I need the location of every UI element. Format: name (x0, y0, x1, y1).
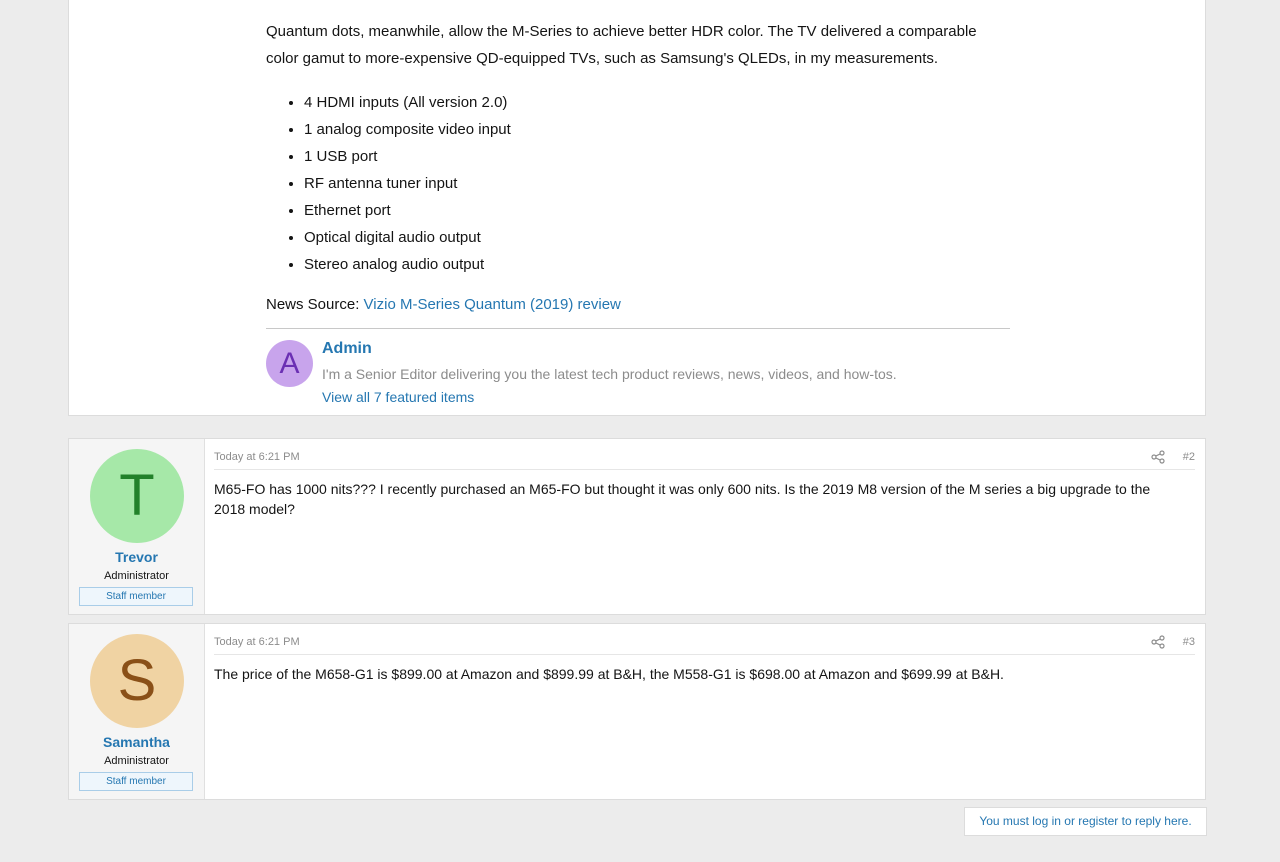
post-text: M65-FO has 1000 nits??? I recently purchased an M65-FO but thought it was only 600 nits. Is the 2019 M8 version of the M series a big upgrade to the 2018 model? (214, 481, 1151, 517)
post-meta (214, 449, 1195, 470)
post-body (214, 624, 1195, 799)
post-text: The price of the M658-G1 is $899.00 at Amazon and $899.99 at B&H, the M558-G1 is $698.00 at Amazon and $699.99 at B&H. (214, 666, 1004, 682)
forum-post (68, 623, 1206, 800)
user-title: Administrator (104, 755, 169, 767)
staff-badge: Staff member (79, 772, 193, 791)
share-icon[interactable] (1151, 635, 1165, 649)
post-timestamp[interactable]: Today at 6:21 PM (214, 451, 300, 463)
staff-badge: Staff member (79, 587, 193, 606)
post-timestamp[interactable]: Today at 6:21 PM (214, 636, 300, 648)
spec-list (266, 89, 1011, 278)
post-body (214, 439, 1195, 614)
share-icon[interactable] (1151, 450, 1165, 464)
post-user-cell (69, 439, 205, 614)
username-link[interactable]: Trevor (115, 549, 158, 565)
avatar[interactable]: S (90, 634, 184, 728)
news-source-link[interactable]: Vizio M-Series Quantum (2019) review (363, 296, 621, 313)
article-card (68, 0, 1206, 416)
spec-item: • 1 USB port (304, 143, 1011, 170)
article-content (266, 18, 1011, 317)
author-box (266, 340, 1010, 410)
news-source (266, 293, 1011, 317)
spec-item: • 4 HDMI inputs (All version 2.0) (304, 89, 1011, 116)
spec-item: • Ethernet port (304, 197, 1011, 224)
news-source-label: News Source: (266, 296, 360, 313)
post-number-link[interactable]: #2 (1182, 451, 1195, 463)
user-title: Administrator (104, 570, 169, 582)
spec-item: • RF antenna tuner input (304, 170, 1011, 197)
author-name-link[interactable]: Admin (322, 340, 372, 357)
article-paragraph: Quantum dots, meanwhile, allow the M-Series to achieve better HDR color. The TV delivered a comparable color gamut to more-expensive QD-equipped TVs, such as Samsung's QLEDs, in my measurements. (266, 23, 977, 67)
post-number-link[interactable]: #3 (1182, 636, 1195, 648)
spec-item: • 1 analog composite video input (304, 116, 1011, 143)
author-divider (266, 328, 1010, 329)
spec-item: • Stereo analog audio output (304, 251, 1011, 278)
post-user-cell (69, 624, 205, 799)
forum-post (68, 438, 1206, 615)
post-meta (214, 634, 1195, 655)
author-bio: I'm a Senior Editor delivering you the latest tech product reviews, news, videos, and how-tos. (322, 366, 897, 382)
author-avatar[interactable]: A (266, 340, 313, 387)
login-register-reply-link[interactable]: You must log in or register to reply here. (964, 807, 1207, 836)
spec-item: • Optical digital audio output (304, 224, 1011, 251)
avatar[interactable]: T (90, 449, 184, 543)
view-featured-items-link[interactable]: View all 7 featured items (322, 389, 475, 405)
username-link[interactable]: Samantha (103, 734, 170, 750)
